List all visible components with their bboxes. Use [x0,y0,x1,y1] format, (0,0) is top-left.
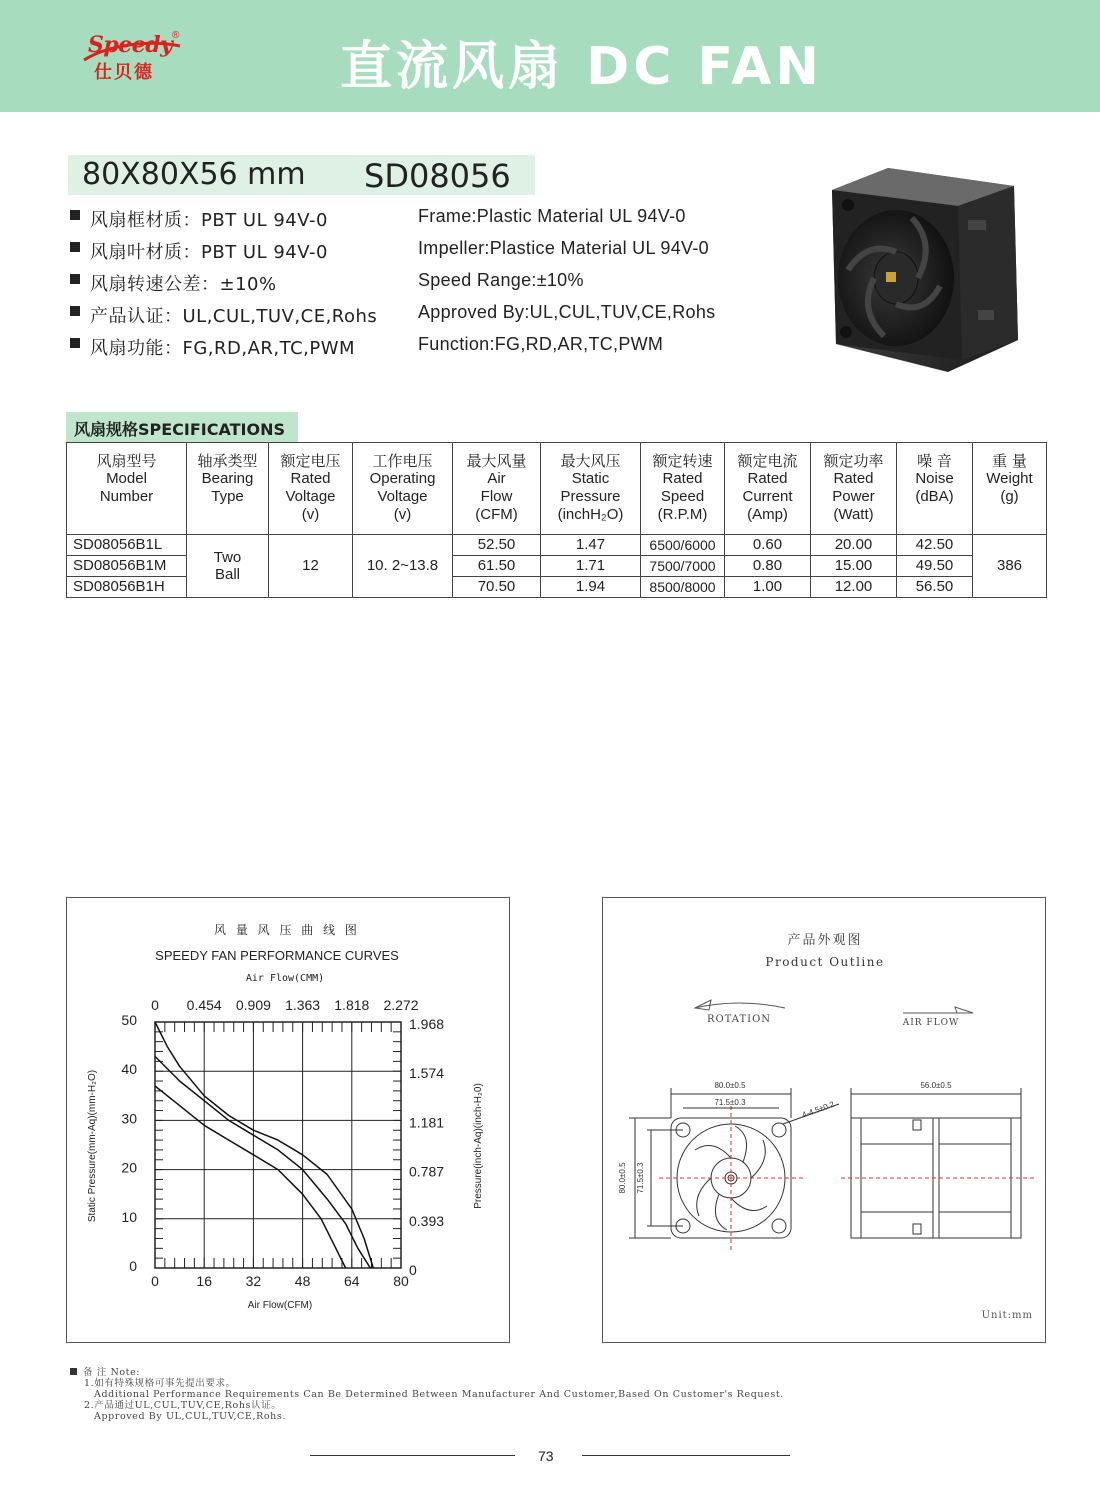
cell-speed: 6500/6000 [641,535,725,556]
x2-tick-label: 1.818 [334,997,370,1013]
cell-operating-voltage: 10. 2~13.8 [353,535,453,598]
header-en: Rated Speed (R.P.M) [657,470,708,523]
feature-item [70,238,709,263]
rotation-arrow-icon [695,1003,785,1008]
column-header [897,443,973,535]
header-en: Static Pressure (inchH₂O) [557,470,624,523]
chart-y-label: Static Pressure(mm-Aq)(mm-H₂O) [87,1069,98,1223]
page-number: 73 [538,1448,554,1464]
plot-area [121,997,444,1289]
note-line: Approved By UL,CUL,TUV,CE,Rohs. [94,1411,286,1422]
y-tick-label: 40 [121,1061,137,1078]
cell-noise: 56.50 [897,577,973,598]
dim-hole-spacing: 71.5±0.3 [714,1098,746,1107]
y2-tick-label: 0 [409,1262,417,1278]
bullet-square-icon [70,242,80,252]
bullet-square-icon [70,1368,77,1375]
x-tick-label: 16 [196,1273,212,1289]
y2-tick-label: 1.181 [409,1114,445,1131]
y-tick-label: 20 [121,1159,137,1176]
cell-model: SD08056B1H [67,577,187,598]
specifications-table [66,442,1047,598]
cell-power: 12.00 [811,577,897,598]
chart-title: 风 量 风 压 曲 线 图 [214,923,360,937]
performance-curve-line [155,1056,370,1268]
column-header [641,443,725,535]
column-header [973,443,1047,535]
cell-current: 0.60 [725,535,811,556]
feature-cn: 风扇功能：FG,RD,AR,TC,PWM [90,338,356,359]
x2-tick-label: 0.454 [186,997,222,1013]
header-cn: 轴承类型 [197,452,258,470]
header-cn: 最大风量 [466,452,527,470]
header-cn: 重 量 [992,452,1027,470]
column-header [541,443,641,535]
y2-tick-label: 0.393 [409,1212,445,1229]
side-view [851,1088,1021,1238]
table-row [67,535,1047,556]
product-outline-panel [602,897,1046,1343]
cell-speed: 7500/7000 [641,556,725,577]
header-en: Air Flow (CFM) [475,470,518,523]
header-en: Bearing Type [201,470,254,505]
y2-tick-label: 0.787 [409,1163,445,1180]
header-cn: 额定电压 [280,452,341,470]
cell-weight: 386 [973,535,1047,598]
x2-tick-label: 2.272 [383,997,419,1013]
x2-tick-label: 1.363 [285,997,321,1013]
plot-frame [155,1022,401,1268]
note-line: 1.如有特殊规格可事先提出要求。 [84,1378,236,1389]
x2-tick-label: 0.909 [235,997,271,1013]
bullet-square-icon [70,210,80,220]
unit-label: Unit:mm [981,1310,1033,1321]
dim-depth: 56.0±0.5 [920,1081,952,1090]
specifications-tab: 风扇规格SPECIFICATIONS [66,412,298,442]
performance-curve-line [155,1022,373,1268]
header-cn: 额定电流 [737,452,798,470]
column-header [353,443,453,535]
airflow-label: AIR FLOW [902,1018,960,1028]
cell-bearing: Two Ball [187,535,269,598]
cell-power: 15.00 [811,556,897,577]
logo-text: Speedy [88,32,173,58]
feature-cn: 风扇框材质：PBT UL 94V-0 [90,210,328,231]
chart-x2-label: Air Flow(CMM) [245,973,325,984]
feature-en: Function:FG,RD,AR,TC,PWM [418,334,664,354]
header-en: Model Number [99,470,154,505]
chart-subtitle: SPEEDY FAN PERFORMANCE CURVES [155,948,399,963]
x-tick-label: 80 [393,1273,409,1289]
dim-mount-holes: 4-4.5±0.2 [800,1099,836,1120]
bullet-square-icon [70,306,80,316]
dim-width: 80.0±0.5 [714,1081,746,1090]
x2-tick-label: 0 [151,997,159,1013]
column-header [67,443,187,535]
chart-x-label: Air Flow(CFM) [247,1300,313,1311]
column-header [453,443,541,535]
airflow-arrowhead-icon [955,1007,973,1013]
page-title: 直流风扇 DC FAN [340,37,823,97]
bullet-square-icon [70,338,80,348]
cell-rated-voltage: 12 [269,535,353,598]
feature-item [70,270,584,295]
y2-tick-label: 1.968 [409,1016,445,1032]
header-cn: 额定功率 [823,452,884,470]
bullet-square-icon [70,274,80,284]
cell-pressure: 1.47 [541,535,641,556]
performance-curve-line [155,1086,346,1268]
x-tick-label: 48 [294,1273,311,1289]
feature-item [70,302,716,327]
column-header [187,443,269,535]
feature-cn: 产品认证：UL,CUL,TUV,CE,Rohs [90,306,378,327]
model-code: SD08056 [364,157,511,195]
y-tick-label: 30 [121,1110,137,1127]
y2-tick-label: 1.574 [409,1065,445,1082]
header-cn: 最大风压 [560,452,621,470]
cell-noise: 42.50 [897,535,973,556]
cell-pressure: 1.94 [541,577,641,598]
header-cn: 风扇型号 [96,452,157,470]
header-en: Noise (dBA) [915,470,954,505]
performance-chart [67,898,509,1342]
y-tick-label: 50 [121,1012,137,1028]
feature-en: Impeller:Plastice Material UL 94V-0 [418,238,709,258]
cell-noise: 49.50 [897,556,973,577]
header-en: Rated Current (Amp) [742,470,793,523]
cell-model: SD08056B1M [67,556,187,577]
x-tick-label: 32 [245,1273,262,1289]
performance-curve-panel [66,897,510,1343]
cell-airflow: 70.50 [453,577,541,598]
header-cn: 工作电压 [372,452,433,470]
footer-rule [582,1455,790,1456]
cell-pressure: 1.71 [541,556,641,577]
notes-heading: 备 注 Note: [83,1367,141,1378]
fan-product-image [828,160,1024,374]
outline-drawing [603,898,1045,1342]
model-size: 80X80X56 mm [82,157,306,192]
header-en: Operating Voltage (v) [369,470,436,523]
footer-rule [310,1455,515,1456]
cell-power: 20.00 [811,535,897,556]
column-header [269,443,353,535]
outline-title-en: Product Outline [765,955,885,969]
dim-height: 80.0±0.5 [618,1162,627,1194]
feature-cn: 风扇叶材质：PBT UL 94V-0 [90,242,328,263]
chart-y2-label: Pressure(inch-Aq)(inch-H₂0) [473,1083,484,1209]
brand-logo [80,28,200,88]
header-en: Rated Power (Watt) [832,470,875,523]
table-header-row [67,443,1047,535]
outline-title-cn: 产品外观图 [787,933,863,948]
page-header [0,0,1100,112]
note-line: Additional Performance Requirements Can Be Determined Between Manufacturer And Customer,Based On Customer's Request. [94,1389,784,1400]
cell-current: 1.00 [725,577,811,598]
column-header [725,443,811,535]
x-tick-label: 64 [344,1273,360,1289]
feature-en: Speed Range:±10% [418,270,584,290]
feature-en: Frame:Plastic Material UL 94V-0 [418,206,686,226]
y-tick-label: 0 [129,1258,137,1274]
feature-cn: 风扇转速公差：±10% [90,274,277,295]
dim-height-hole: 71.5±0.3 [636,1162,645,1194]
cell-current: 0.80 [725,556,811,577]
cell-airflow: 52.50 [453,535,541,556]
header-cn: 额定转速 [652,452,713,470]
logo-registered-mark: ® [172,30,180,41]
header-en: Rated Voltage (v) [285,470,336,523]
x-tick-label: 0 [151,1273,159,1289]
header-cn: 噪 音 [917,452,952,470]
feature-item [70,206,686,231]
cell-speed: 8500/8000 [641,577,725,598]
column-header [811,443,897,535]
logo-chinese-text: 仕贝德 [94,62,154,83]
feature-item [70,334,664,359]
y-tick-label: 10 [121,1208,137,1225]
note-line: 2.产品通过UL,CUL,TUV,CE,Rohs认证。 [84,1400,282,1411]
cell-airflow: 61.50 [453,556,541,577]
rotation-label: ROTATION [706,1014,772,1025]
notes-section [70,1367,784,1422]
feature-en: Approved By:UL,CUL,TUV,CE,Rohs [418,302,716,322]
cell-model: SD08056B1L [67,535,187,556]
header-en: Weight (g) [986,470,1033,505]
